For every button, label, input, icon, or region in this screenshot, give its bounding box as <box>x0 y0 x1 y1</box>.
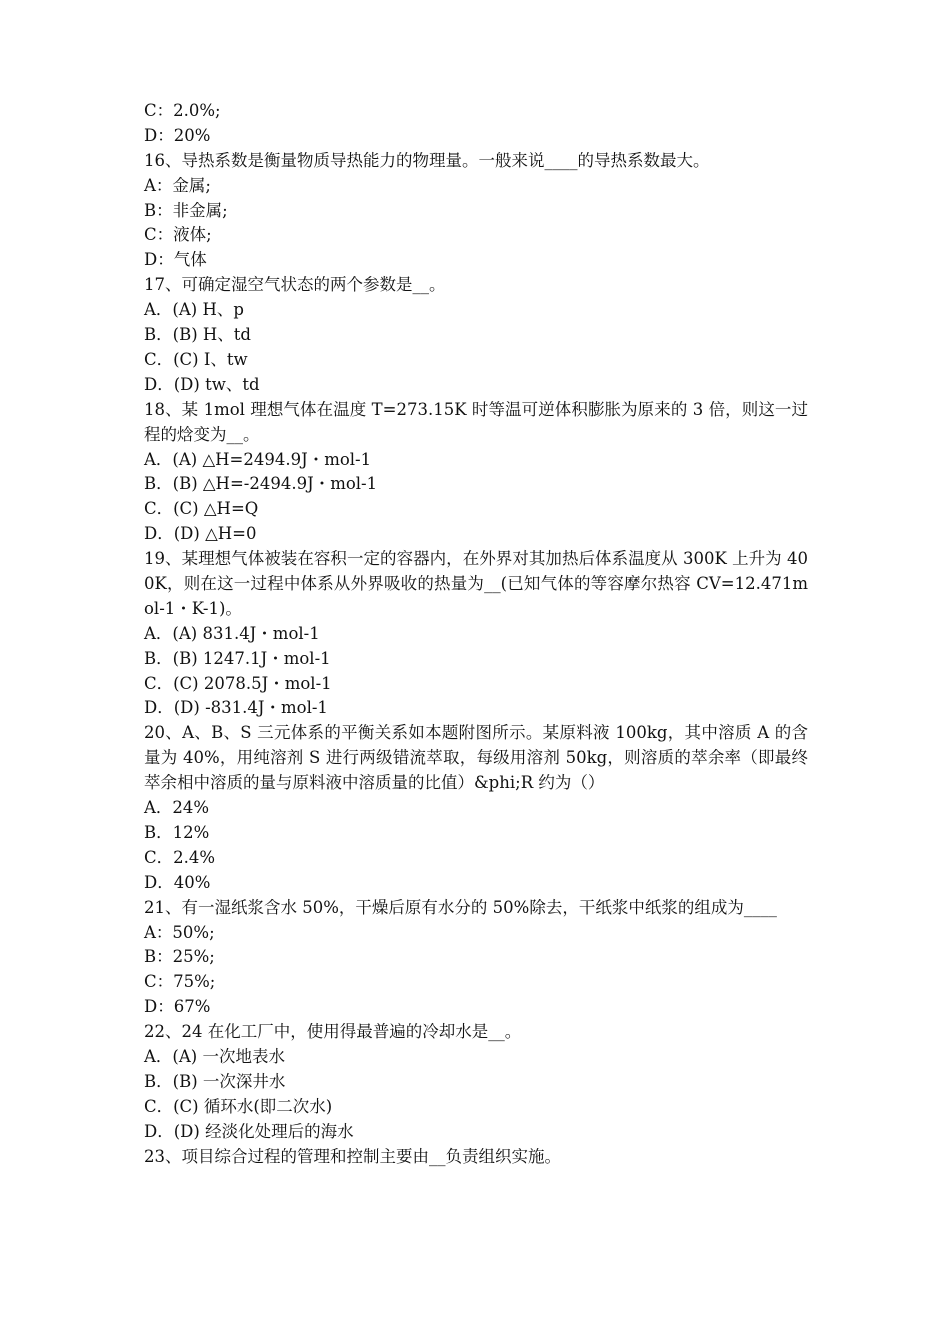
q22-stem: 22、24 在化工厂中，使用得最普遍的冷却水是__。 <box>144 1022 522 1042</box>
q17-option-b: B．(B) H、td <box>144 325 251 345</box>
q22-option-c: C．(C) 循环水(即二次水) <box>144 1096 333 1116</box>
q18-option-c: C．(C) △H=Q <box>144 499 259 519</box>
q16-option-d: D：气体 <box>144 250 207 270</box>
q17-stem: 17、可确定湿空气状态的两个参数是__。 <box>144 275 446 295</box>
q19-option-b: B．(B) 1247.1J・mol-1 <box>144 648 331 668</box>
q18-option-d: D．(D) △H=0 <box>144 524 257 544</box>
q18-option-b: B．(B) △H=-2494.9J・mol-1 <box>144 474 378 494</box>
q20-option-b: B．12% <box>144 822 210 842</box>
q15-option-c: C：2.0%; <box>144 101 221 120</box>
q16-stem: 16、导热系数是衡量物质导热能力的物理量。一般来说____的导热系数最大。 <box>144 150 710 170</box>
q19-stem: 19、某理想气体被装在容积一定的容器内，在外界对其加热后体系温度从 300K 上升为 400K，则在这一过程中体系从外界吸收的热量为__(已知气体的等容摩尔热容 CV=12.471mol-1・K-1)。 <box>144 549 808 618</box>
q19-option-c: C．(C) 2078.5J・mol-1 <box>144 673 332 693</box>
q17-option-d: D．(D) tw、td <box>144 374 260 394</box>
q21-option-d: D：67% <box>144 997 211 1017</box>
q19-option-d: D．(D) -831.4J・mol-1 <box>144 698 328 718</box>
q21-stem: 21、有一湿纸浆含水 50%，干燥后原有水分的 50%除去，干纸浆中纸浆的组成为____ <box>144 897 777 917</box>
q18-option-a: A．(A) △H=2494.9J・mol-1 <box>144 449 372 469</box>
q17-option-a: A．(A) H、p <box>144 300 244 320</box>
q19-option-a: A．(A) 831.4J・mol-1 <box>144 623 320 643</box>
q20-option-d: D．40% <box>144 872 211 892</box>
q16-option-c: C：液体; <box>144 225 212 245</box>
q16-option-a: A：金属; <box>144 175 211 195</box>
q22-option-a: A．(A) 一次地表水 <box>144 1046 285 1066</box>
q20-option-c: C．2.4% <box>144 847 216 867</box>
document-body <box>144 99 808 1169</box>
q16-option-b: B：非金属; <box>144 200 228 220</box>
q21-option-a: A：50%; <box>144 922 215 942</box>
q17-option-c: C．(C) I、tw <box>144 349 248 369</box>
q20-option-a: A．24% <box>144 798 210 818</box>
q21-option-c: C：75%; <box>144 972 216 992</box>
q15-option-d: D：20% <box>144 125 211 145</box>
q22-option-b: B．(B) 一次深井水 <box>144 1071 286 1091</box>
q18-stem: 18、某 1mol 理想气体在温度 T=273.15K 时等温可逆体积膨胀为原来的 3 倍，则这一过程的焓变为__。 <box>144 399 808 444</box>
q22-option-d: D．(D) 经淡化处理后的海水 <box>144 1121 354 1141</box>
q21-option-b: B：25%; <box>144 947 215 967</box>
q20-stem: 20、A、B、S 三元体系的平衡关系如本题附图所示。某原料液 100kg，其中溶质 A 的含量为 40%，用纯溶剂 S 进行两级错流萃取，每级用溶剂 50kg，则溶质的萃余率（即最终萃余相中溶质的量与原料液中溶质量的比值）&phi;R 约为（） <box>144 723 808 793</box>
q23-stem: 23、项目综合过程的管理和控制主要由__负责组织实施。 <box>144 1146 561 1166</box>
